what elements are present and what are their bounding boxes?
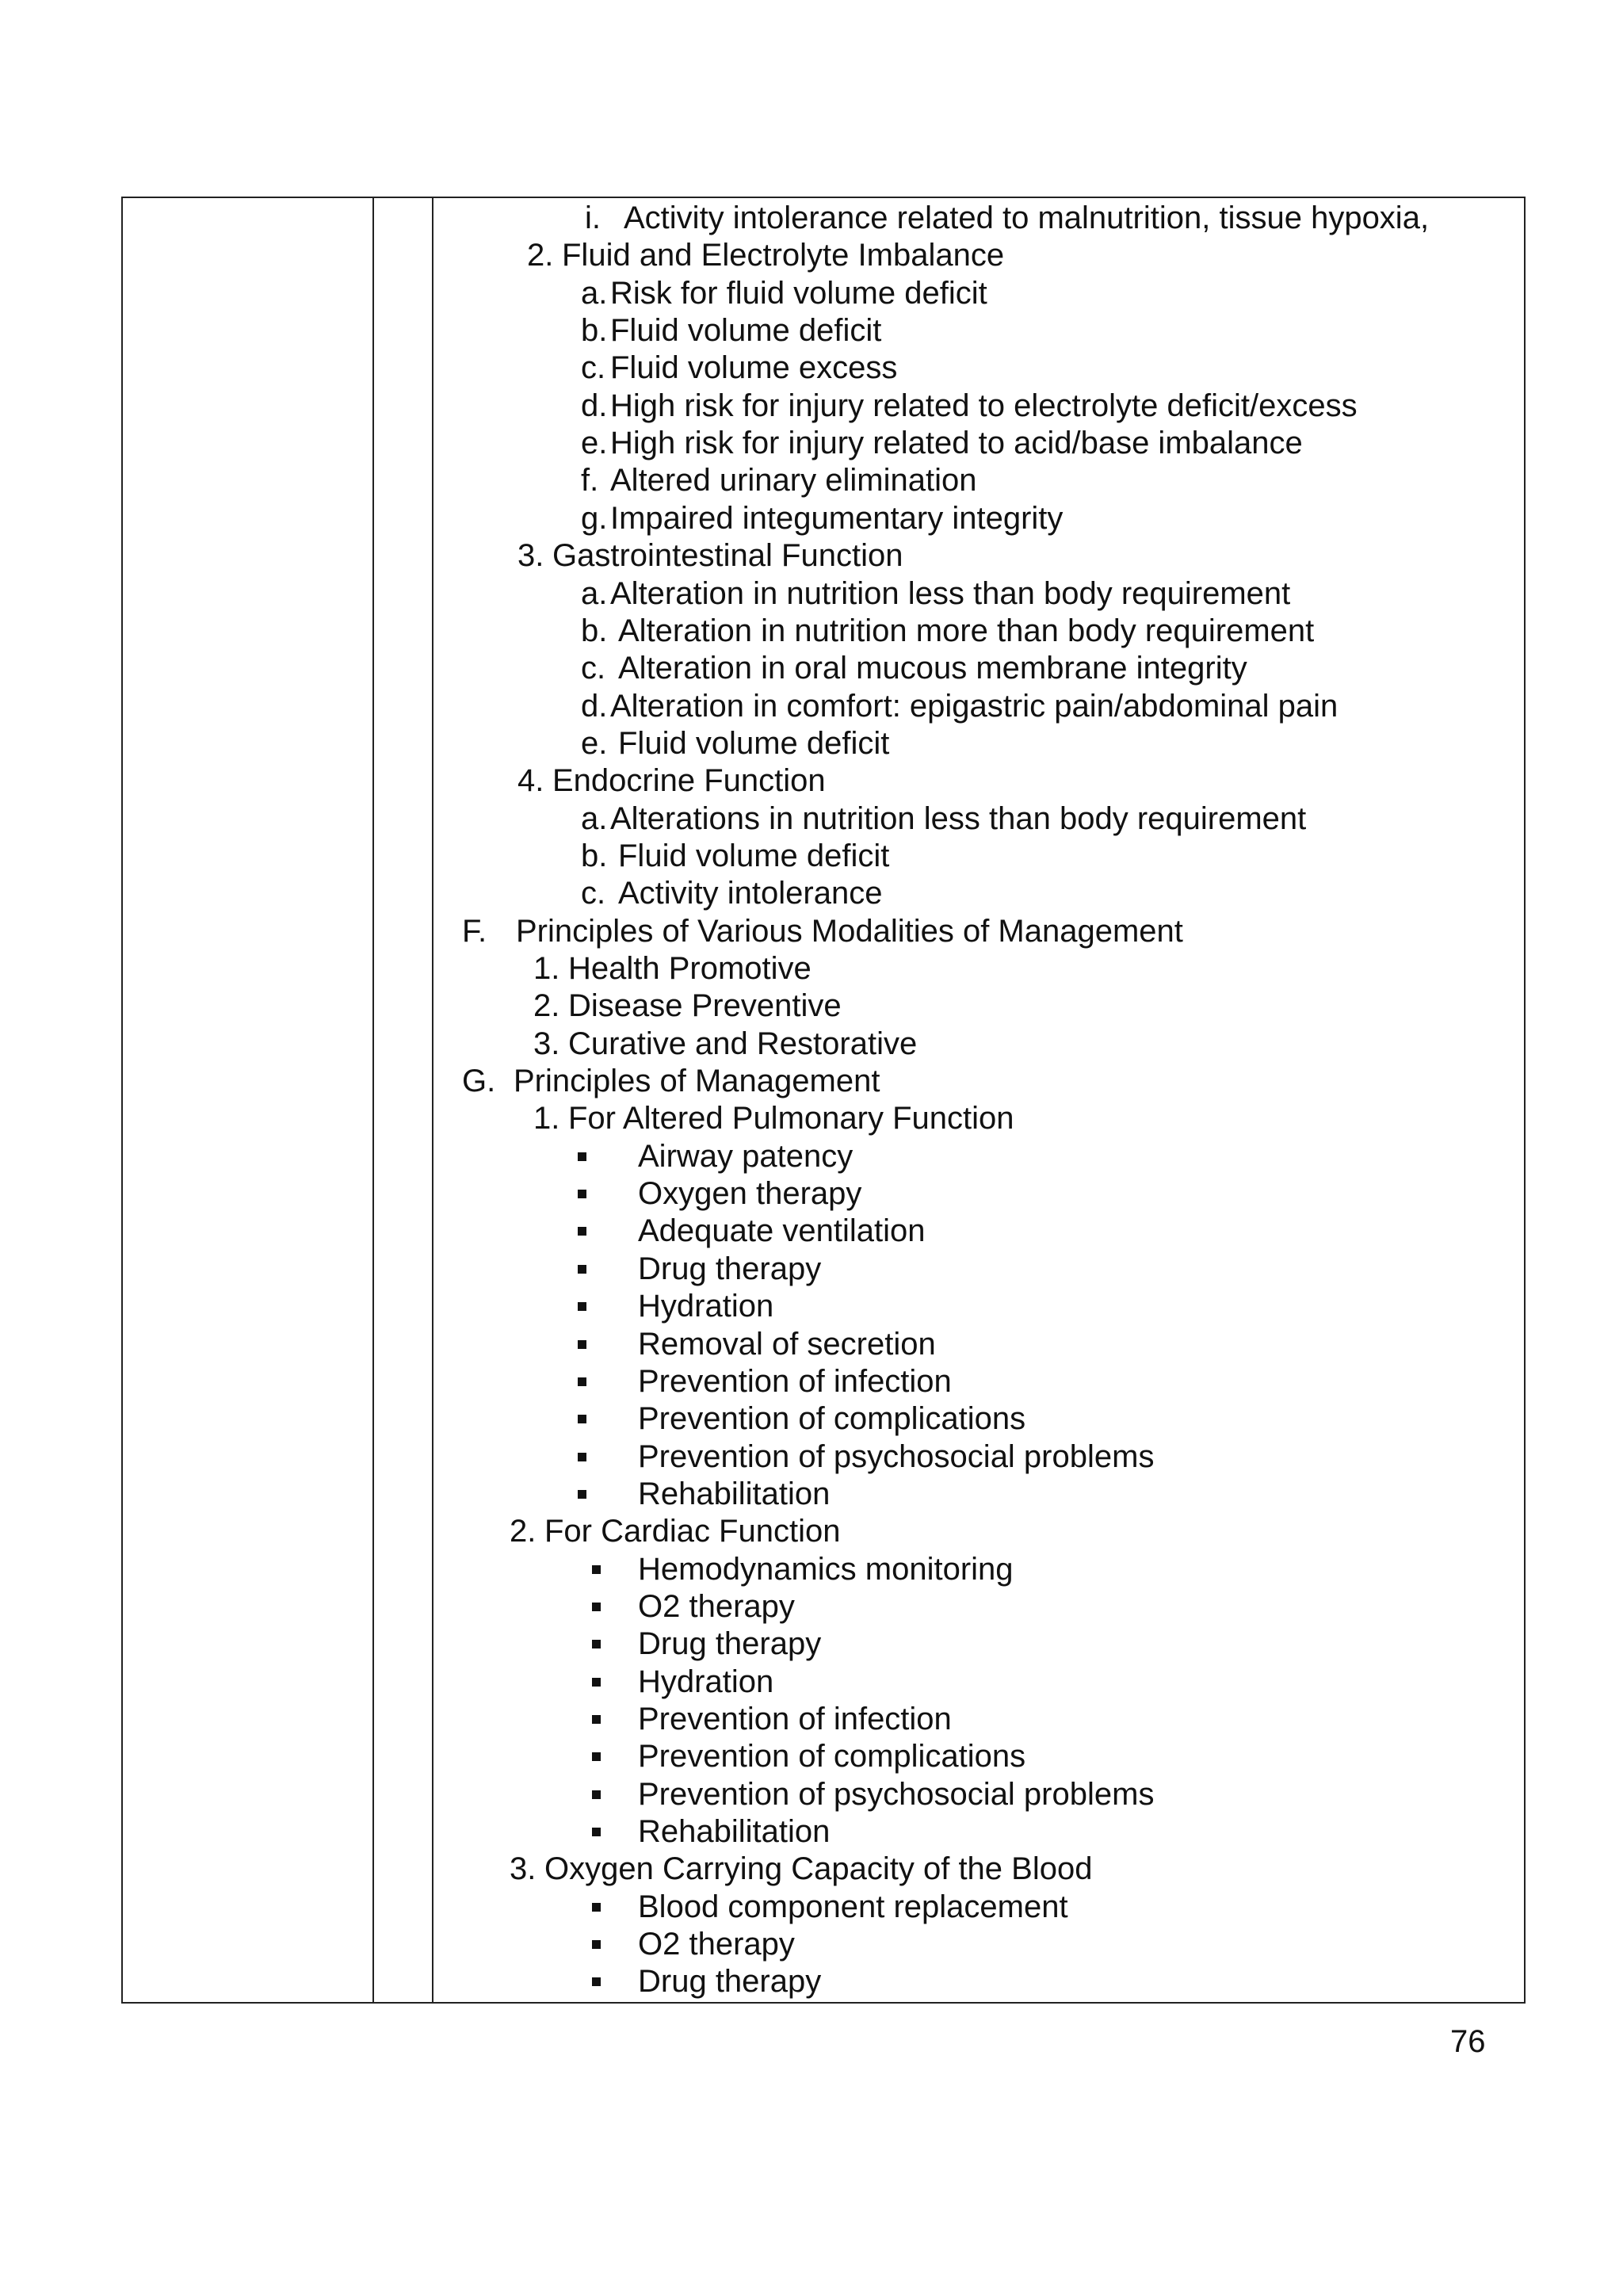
outline-text: Fluid volume excess (610, 350, 898, 386)
square-bullet-icon (578, 1377, 586, 1386)
outline-marker: 4. (517, 763, 544, 799)
square-bullet-icon (592, 1603, 601, 1611)
outline-marker: c. (581, 350, 606, 386)
outline-text: Prevention of complications (638, 1739, 1026, 1775)
outline-text: Altered urinary elimination (610, 463, 977, 499)
outline-text: Drug therapy (638, 1964, 822, 2000)
outline-text: Hydration (638, 1664, 774, 1699)
outline-marker: 1. (533, 1101, 560, 1137)
outline-text: Prevention of psychosocial problems (638, 1438, 1155, 1474)
outline-marker: 2. (510, 1514, 537, 1549)
outline-marker: 2. (527, 238, 554, 273)
outline-marker: G. (462, 1064, 496, 1099)
square-bullet-icon (578, 1190, 586, 1198)
outline-text: Hemodynamics monitoring (638, 1551, 1014, 1587)
outline-marker: g. (581, 500, 608, 536)
outline-text: Fluid volume deficit (610, 313, 882, 349)
outline-text: High risk for injury related to acid/base imbalance (610, 426, 1303, 461)
outline-text: Prevention of infection (638, 1363, 952, 1399)
square-bullet-icon (578, 1340, 586, 1349)
outline-text: Principles of Various Modalities of Management (516, 913, 1183, 949)
outline-text: Alterations in nutrition less than body requirement (610, 800, 1307, 836)
outline-text: Endocrine Function (552, 763, 826, 799)
square-bullet-icon (592, 1715, 601, 1724)
outline-marker: a. (581, 800, 608, 836)
square-bullet-icon (578, 1453, 586, 1461)
outline-text: Activity intolerance (618, 876, 883, 911)
outline-marker: b. (581, 613, 608, 648)
outline-text: For Altered Pulmonary Function (568, 1101, 1014, 1137)
outline-text: O2 therapy (638, 1927, 795, 1962)
outline-text: Fluid volume deficit (618, 838, 890, 873)
outline-text: Blood component replacement (638, 1889, 1068, 1924)
square-bullet-icon (592, 1752, 601, 1761)
outline-text: Prevention of psychosocial problems (638, 1776, 1155, 1812)
page-number: 76 (1450, 2024, 1486, 2059)
outline-marker: i. (585, 201, 601, 235)
outline-text: Impaired integumentary integrity (610, 500, 1064, 536)
outline-text: Drug therapy (638, 1251, 822, 1286)
outline-marker: 2. (533, 988, 560, 1024)
outline-marker: 3. (517, 538, 544, 574)
square-bullet-icon (578, 1265, 586, 1274)
outline-text: Alteration in oral mucous membrane integrity (618, 651, 1247, 686)
outline-text: Risk for fluid volume deficit (610, 275, 987, 311)
square-bullet-icon (592, 1565, 601, 1574)
square-bullet-icon (578, 1227, 586, 1236)
outline-marker: 3. (510, 1851, 537, 1887)
outline-text: Curative and Restorative (568, 1026, 918, 1061)
outline-text: Adequate ventilation (638, 1213, 926, 1249)
outline-text: Hydration (638, 1289, 774, 1324)
outline-text: Oxygen Carrying Capacity of the Blood (544, 1851, 1093, 1887)
outline-marker: a. (581, 275, 608, 311)
outline-marker: b. (581, 838, 608, 873)
outline-marker: d. (581, 388, 608, 423)
outline-text: O2 therapy (638, 1588, 795, 1624)
square-bullet-icon (578, 1302, 586, 1311)
outline-text: Drug therapy (638, 1626, 822, 1662)
outline-marker: 1. (533, 951, 560, 986)
outline-text: Fluid and Electrolyte Imbalance (562, 238, 1005, 273)
outline-marker: c. (581, 651, 606, 686)
outline-text: Alteration in comfort: epigastric pain/abdominal pain (610, 688, 1338, 724)
outline-text: Airway patency (638, 1138, 854, 1174)
square-bullet-icon (592, 1940, 601, 1949)
outline-text: Fluid volume deficit (618, 725, 890, 761)
outline-text: Removal of secretion (638, 1326, 936, 1362)
content-table (121, 197, 1526, 2004)
outline-marker: e. (581, 725, 608, 761)
outline-marker: b. (581, 313, 608, 349)
square-bullet-icon (578, 1415, 586, 1423)
outline-text: Rehabilitation (638, 1814, 831, 1850)
outline-text: Activity intolerance related to malnutrition, tissue hypoxia, (624, 201, 1430, 235)
square-bullet-icon (578, 1490, 586, 1499)
outline-text: Health Promotive (568, 951, 812, 986)
square-bullet-icon (592, 1977, 601, 1986)
outline-text: Prevention of complications (638, 1401, 1026, 1437)
outline-text: High risk for injury related to electrolyte deficit/excess (610, 388, 1358, 423)
outline-text: Principles of Management (514, 1064, 880, 1099)
outline-text: Gastrointestinal Function (552, 538, 903, 574)
outline-text: Rehabilitation (638, 1476, 831, 1511)
outline-marker: F. (462, 913, 487, 949)
outline-text: Oxygen therapy (638, 1176, 862, 1212)
outline-marker: a. (581, 575, 608, 611)
outline-marker: d. (581, 688, 608, 724)
square-bullet-icon (592, 1640, 601, 1648)
outline-marker: f. (581, 463, 599, 499)
outline-text: Alteration in nutrition more than body requirement (618, 613, 1315, 648)
outline-marker: c. (581, 876, 606, 911)
column-divider (372, 198, 374, 2002)
square-bullet-icon (578, 1152, 586, 1161)
square-bullet-icon (592, 1790, 601, 1799)
outline-text: Disease Preventive (568, 988, 842, 1024)
outline-text: Prevention of infection (638, 1702, 952, 1736)
outline-marker: e. (581, 426, 608, 461)
square-bullet-icon (592, 1828, 601, 1836)
square-bullet-icon (592, 1903, 601, 1912)
outline-marker: 3. (533, 1026, 560, 1061)
outline-text: Alteration in nutrition less than body requirement (610, 575, 1291, 611)
column-divider (432, 198, 433, 2002)
outline-text: For Cardiac Function (544, 1514, 841, 1549)
square-bullet-icon (592, 1678, 601, 1687)
